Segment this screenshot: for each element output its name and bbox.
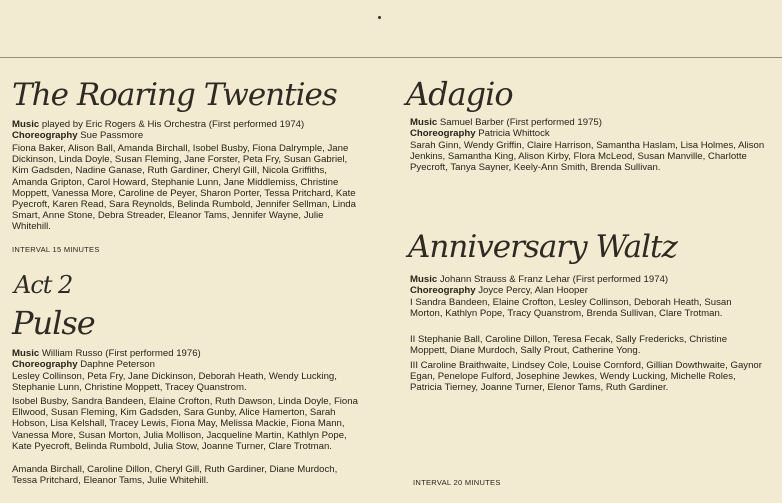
music-label: Music	[12, 119, 40, 130]
interval-15: INTERVAL 15 MINUTES	[12, 245, 100, 254]
roaring-twenties-title: The Roaring Twenties	[12, 77, 337, 113]
roaring-cast: Fiona Baker, Alison Ball, Amanda Birchall, Isobel Busby, Fiona Dalrymple, Jane Dickinson, Linda Doyle, Susan Fleming, Jane Forster, Peta Fry, Susan Gabriel, Kim Gadsden, Nadine Ganase, Ruth Gardiner, Cheryl Gill, Nicola Griffiths, Amanda Gripton, Carol Howard, Stephanie Lunn, Jane Middlemiss, Christine Moppett, Vanessa More, Caroline de Peyer, Sharon Porter, Tessa Pritchard, Kate Pyecroft, Karen Read, Sara Reynolds, Belinda Rumbold, Jennifer Sellman, Linda Smart, Anne Stone, Debra Streader, Eleanor Tams, Jennifer Wayne, Julie Whitehill.	[12, 143, 356, 233]
pulse-title: Pulse	[12, 304, 95, 342]
roaring-music-text: played by Eric Rogers & His Orchestra (First performed 1974)	[41, 119, 305, 130]
roaring-choreographer: Sue Passmore	[80, 130, 144, 141]
roaring-choreo-line	[12, 130, 143, 141]
act-2-heading: Act 2	[14, 271, 73, 299]
interval-20: INTERVAL 20 MINUTES	[413, 478, 501, 487]
pulse-cast-group-1: Lesley Collinson, Peta Fry, Jane Dickinson, Deborah Heath, Wendy Lucking, Stephanie Lunn, Christine Moppett, Tracey Quanstrom.	[12, 371, 337, 394]
waltz-choreographers: Joyce Percy, Alan Hooper	[478, 285, 588, 296]
pulse-cast-group-3: Amanda Birchall, Caroline Dillon, Cheryl Gill, Ruth Gardiner, Diane Murdoch, Tessa Pritchard, Eleanor Tams, Julie Whitehill.	[12, 464, 338, 487]
waltz-cast-group-2: II Stephanie Ball, Caroline Dillon, Teresa Fecak, Sally Fredericks, Christine Moppett, Diane Murdoch, Sally Prout, Catherine Yong.	[410, 334, 728, 357]
adagio-music-line	[410, 117, 602, 128]
left-column	[12, 0, 374, 503]
pulse-choreo-line	[12, 359, 155, 370]
choreography-label: Choreography	[12, 130, 78, 141]
music-label: Music	[410, 117, 438, 128]
pulse-music-line	[12, 348, 201, 359]
adagio-choreographer: Patricia Whittock	[478, 128, 550, 139]
pulse-choreographer: Daphne Peterson	[80, 359, 155, 370]
waltz-cast-group-3: III Caroline Braithwaite, Lindsey Cole, Louise Cornford, Gillian Dowthwaite, Gaynor Egan, Penelope Fulford, Josephine Jewkes, Wendy Lucking, Michelle Roles, Patricia Tierney, Joanne Turner, Elenor Tams, Ruth Gardiner.	[410, 360, 762, 394]
waltz-music-text: Johann Strauss & Franz Lehar (First performed 1974)	[439, 274, 669, 285]
music-label: Music	[12, 348, 40, 359]
right-column	[406, 0, 772, 503]
anniversary-waltz-title: Anniversary Waltz	[408, 229, 677, 265]
pulse-cast-group-2: Isobel Busby, Sandra Bandeen, Elaine Crofton, Ruth Dawson, Linda Doyle, Fiona Ellwood, Susan Fleming, Kim Gadsden, Sara Gunby, Alice Hamerton, Sarah Hobson, Lisa Kelshall, Tracey Lewis, Fiona May, Melissa Mackie, Fiona Mann, Vanessa More, Susan Morton, Julia Mollison, Jacqueline Martin, Kathlyn Pope, Kate Pyecroft, Belinda Rumbold, Julia Stow, Joanne Turner, Clare Trotman.	[12, 396, 358, 452]
roaring-music-line	[12, 119, 304, 130]
adagio-cast: Sarah Ginn, Wendy Griffin, Claire Harrison, Samantha Haslam, Lisa Holmes, Alison Jenkins, Samantha King, Alison Kirby, Flora McLeod, Susan Manville, Charlotte Pyecroft, Tanya Sayner, Keely-Ann Smith, Brenda Sullivan.	[410, 140, 765, 174]
music-label: Music	[410, 274, 438, 285]
waltz-music-line	[410, 274, 668, 285]
waltz-choreo-line	[410, 285, 588, 296]
choreography-label: Choreography	[410, 285, 476, 296]
choreography-label: Choreography	[410, 128, 476, 139]
choreography-label: Choreography	[12, 359, 78, 370]
page-mark	[378, 16, 381, 19]
adagio-music-text: Samuel Barber (First performed 1975)	[439, 117, 602, 128]
pulse-music-text: William Russo (First performed 1976)	[41, 348, 201, 359]
waltz-cast-group-1: I Sandra Bandeen, Elaine Crofton, Lesley Collinson, Deborah Heath, Susan Morton, Kathlyn Pope, Tracy Quanstrom, Brenda Sullivan, Clare Trotman.	[410, 297, 732, 320]
adagio-choreo-line	[410, 128, 550, 139]
adagio-title: Adagio	[406, 75, 513, 113]
